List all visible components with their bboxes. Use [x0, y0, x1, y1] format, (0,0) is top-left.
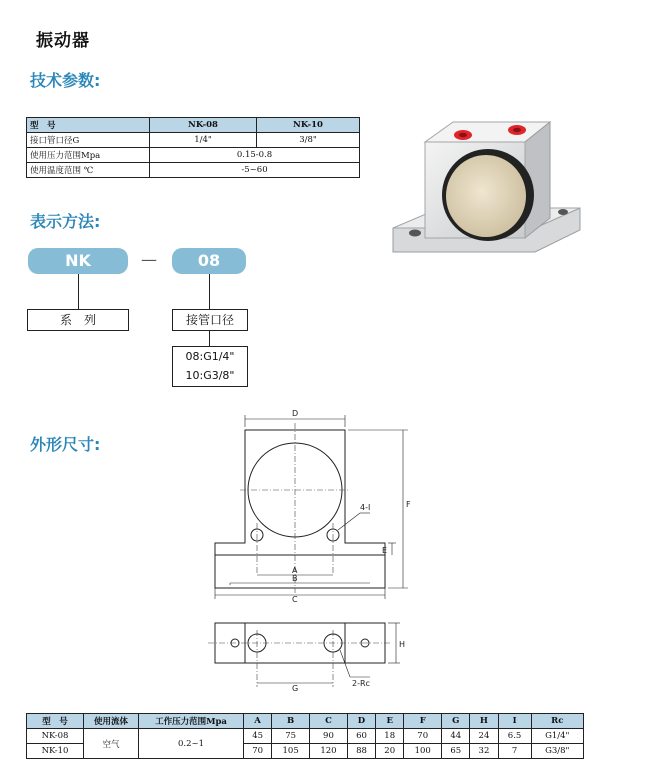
connector-line	[78, 274, 79, 310]
dim-cell: 75	[272, 729, 310, 744]
dim-cell: G1/4"	[531, 729, 583, 744]
dim-label-e: E	[382, 546, 388, 555]
page-title: 振动器	[36, 31, 90, 51]
port-option-box: 10:G3/8"	[172, 366, 248, 387]
table-row	[27, 133, 360, 148]
dim-cell: 24	[470, 729, 498, 744]
table-row	[27, 163, 360, 178]
dim-fluid: 空气	[84, 729, 139, 759]
dim-header: G	[442, 714, 470, 729]
connector-line	[209, 274, 210, 310]
dim-header: E	[376, 714, 404, 729]
dim-header: Rc	[531, 714, 583, 729]
dim-label-holes: 4-I	[360, 503, 371, 512]
dim-label-ports: 2-Rc	[352, 679, 370, 688]
dim-label-f: F	[406, 500, 411, 509]
dim-header: H	[470, 714, 498, 729]
port-option-box: 08:G1/4"	[172, 346, 248, 368]
spec-header-model: 型 号	[27, 118, 150, 133]
spec-cell: 1/4"	[150, 133, 257, 148]
dim-cell: 88	[347, 744, 375, 759]
dim-label-a: A	[292, 566, 298, 575]
dim-cell: 44	[442, 729, 470, 744]
dim-header: D	[347, 714, 375, 729]
dim-label-b: B	[292, 574, 298, 583]
dim-header: 使用流体	[84, 714, 139, 729]
dim-cell: 70	[404, 729, 442, 744]
spec-cell: 0.15-0.8	[150, 148, 360, 163]
notation-section-title: 表示方法:	[30, 212, 101, 231]
notation-dash: —	[141, 250, 157, 269]
dim-cell: 6.5	[498, 729, 531, 744]
dim-cell: 60	[347, 729, 375, 744]
dim-model: NK-08	[27, 729, 84, 744]
dim-cell: 32	[470, 744, 498, 759]
dim-cell: 90	[310, 729, 348, 744]
dimension-table	[26, 713, 584, 759]
dim-cell: 120	[310, 744, 348, 759]
dim-header: F	[404, 714, 442, 729]
dim-cell: 7	[498, 744, 531, 759]
dim-model: NK-10	[27, 744, 84, 759]
table-row	[27, 148, 360, 163]
dim-header: B	[272, 714, 310, 729]
dimensions-section-title: 外形尺寸:	[30, 435, 101, 454]
port-label-box: 接管口径	[172, 309, 248, 331]
spec-cell: 3/8"	[257, 133, 360, 148]
dim-label-h: H	[399, 640, 406, 649]
dim-cell: 18	[376, 729, 404, 744]
dim-label-g: G	[292, 684, 299, 693]
spec-header-nk08: NK-08	[150, 118, 257, 133]
spec-table	[26, 117, 360, 178]
dim-header: 型 号	[27, 714, 84, 729]
dim-label-c: C	[292, 595, 298, 604]
dimension-drawing	[200, 405, 430, 695]
dim-header: C	[310, 714, 348, 729]
vibrator-product-image	[385, 100, 585, 280]
dim-cell: G3/8"	[531, 744, 583, 759]
code-series-pill: NK	[28, 248, 128, 274]
dim-pressure: 0.2~1	[139, 729, 244, 759]
dim-cell: 70	[244, 744, 272, 759]
dim-header: I	[498, 714, 531, 729]
spec-table-header	[27, 118, 360, 133]
table-row	[27, 729, 584, 744]
series-label-box: 系 列	[27, 309, 129, 331]
dim-cell: 45	[244, 729, 272, 744]
spec-header-nk10: NK-10	[257, 118, 360, 133]
dim-header: A	[244, 714, 272, 729]
specs-section-title: 技术参数:	[30, 71, 101, 90]
spec-cell: -5~60	[150, 163, 360, 178]
dim-label-d: D	[292, 409, 299, 418]
dim-cell: 105	[272, 744, 310, 759]
code-port-pill: 08	[172, 248, 246, 274]
spec-row-label: 使用温度范围 ℃	[27, 163, 150, 178]
dim-cell: 100	[404, 744, 442, 759]
dim-table-header	[27, 714, 584, 729]
connector-line	[209, 330, 210, 346]
dim-cell: 20	[376, 744, 404, 759]
spec-row-label: 使用压力范围Mpa	[27, 148, 150, 163]
dim-cell: 65	[442, 744, 470, 759]
dim-header: 工作压力范围Mpa	[139, 714, 244, 729]
spec-row-label: 接口管口径G	[27, 133, 150, 148]
